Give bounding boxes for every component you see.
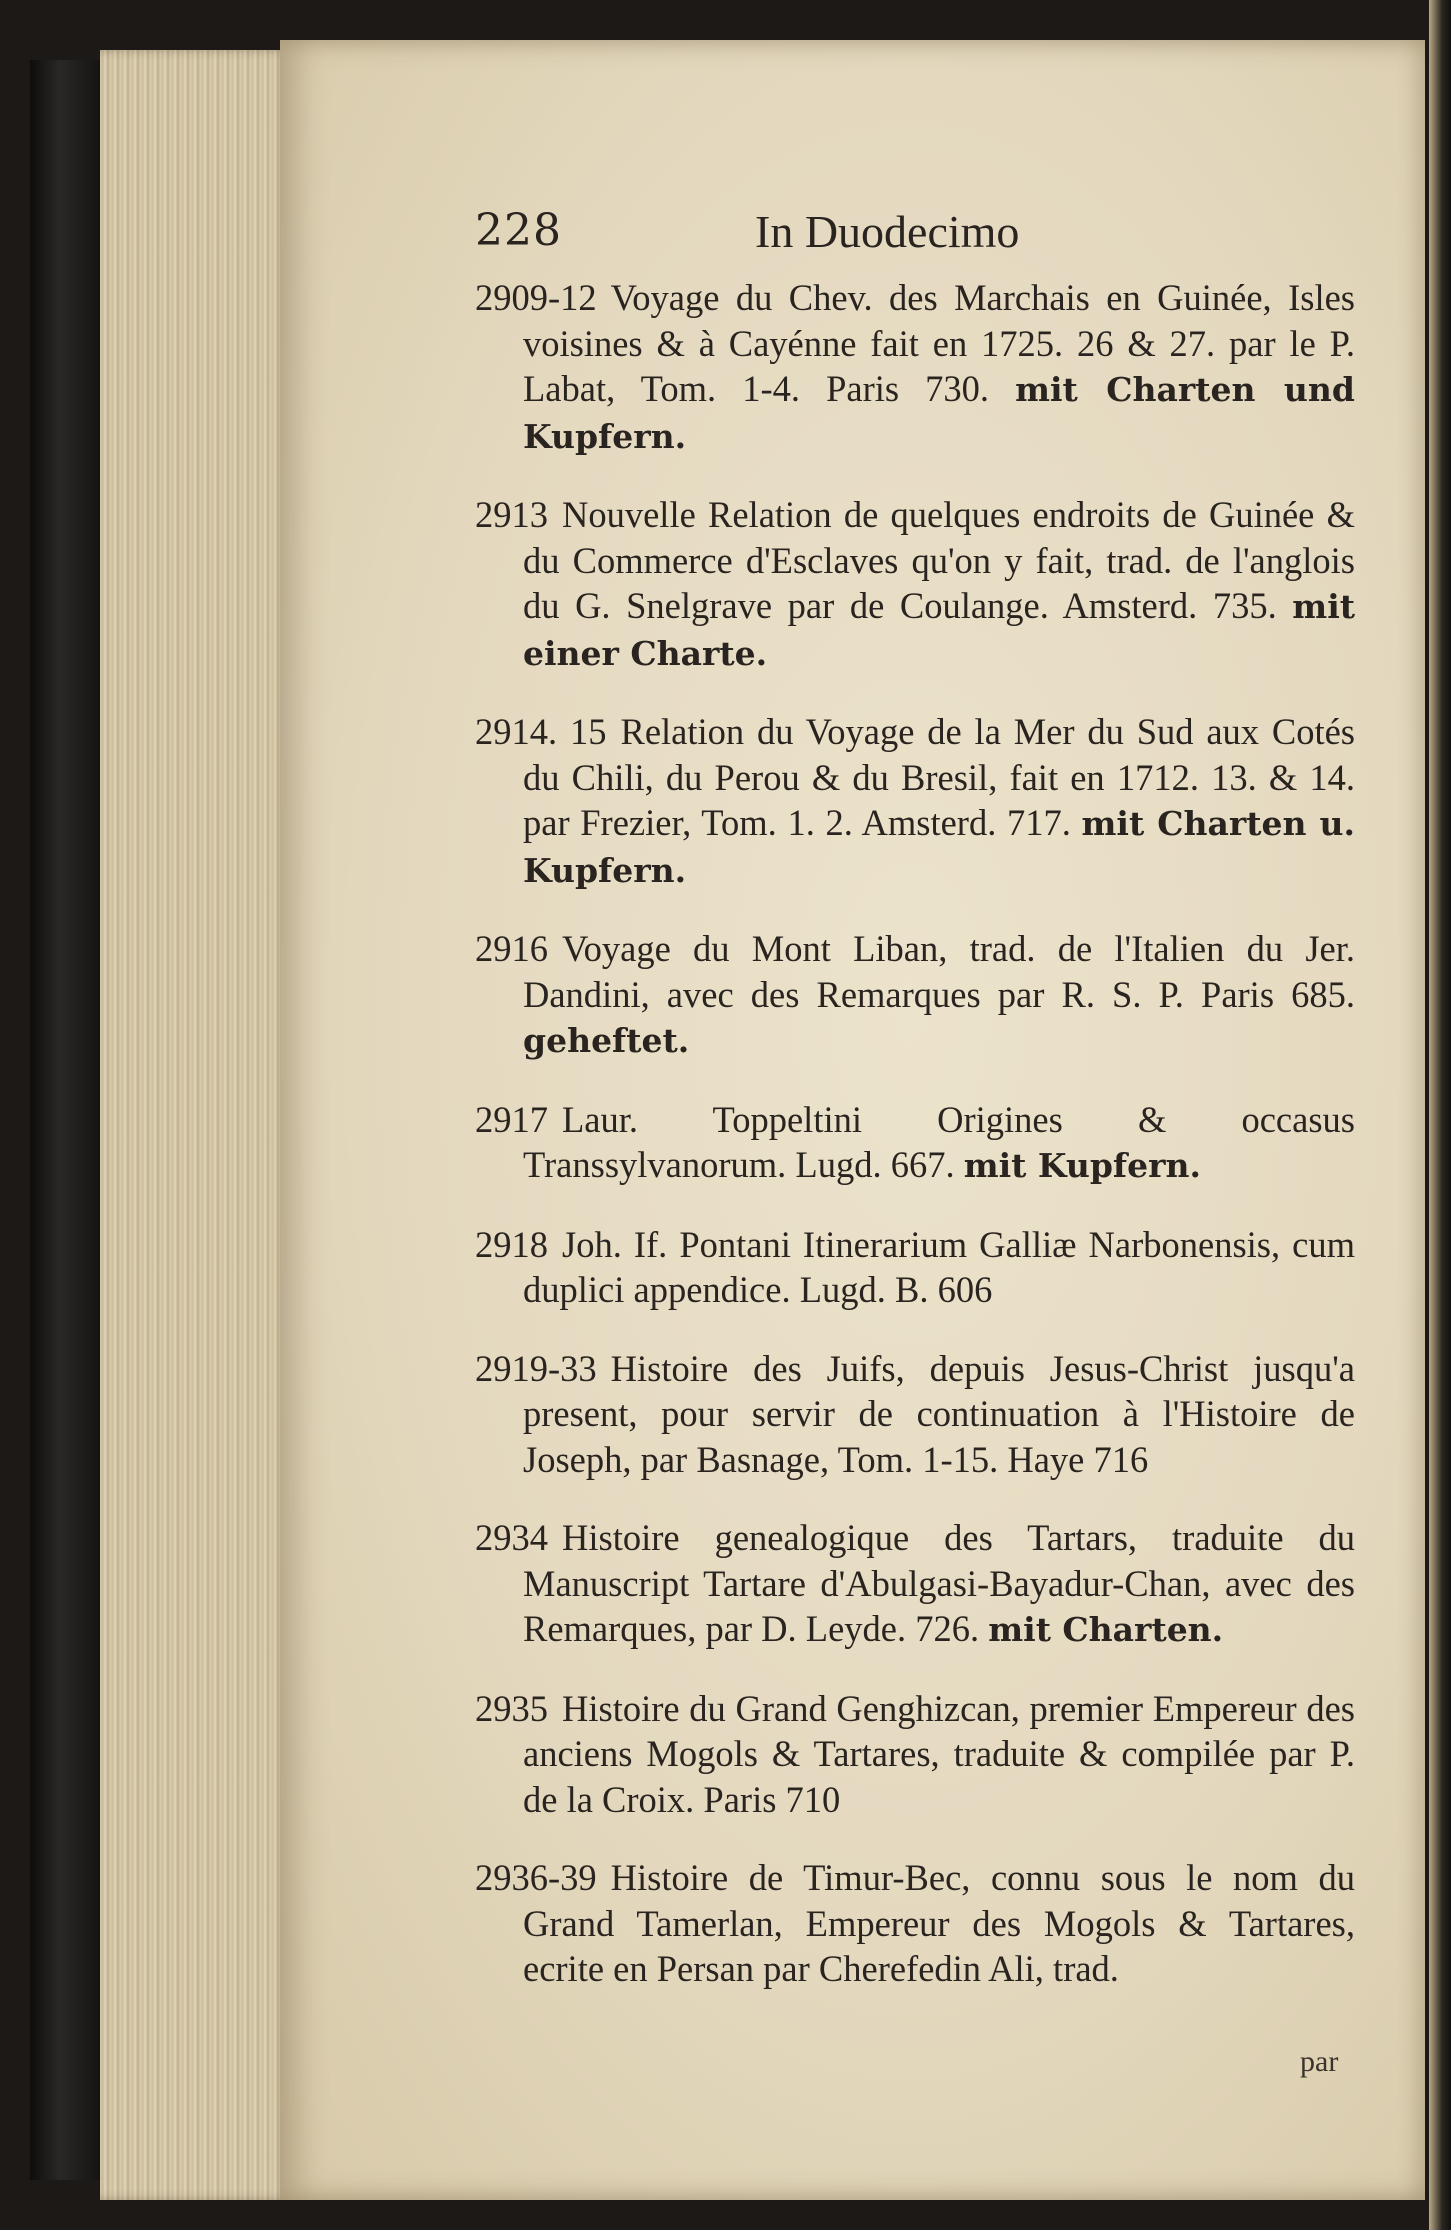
entry-note: mit einer Charte.	[523, 587, 1355, 673]
entry-number: 2914. 15	[475, 711, 607, 752]
entry-text: Joh. If. Pontani Itinerarium Galliæ Narbonensis, cum duplici appendice. Lugd. B. 606	[523, 1223, 1355, 1310]
catalog-entry	[475, 1346, 1355, 1483]
entry-number: 2936-39	[475, 1857, 597, 1898]
entry-note: mit Kupfern.	[963, 1146, 1201, 1185]
entry-number: 2919-33	[475, 1347, 597, 1389]
catalog-entry	[475, 492, 1355, 676]
entry-text: Relation du Voyage de la Mer du Sud aux Cotés du Chili, du Perou & du Bresil, fait en 1712. 13. & 14. par Frezier, Tom. 1. 2. Amsterd. 717.	[523, 711, 1356, 843]
entry-number: 2918	[475, 1223, 548, 1265]
entry-text: Histoire de Timur-Bec, connu sous le nom du Grand Tamerlan, Empereur des Mogols & Tartares, ecrite en Persan par Cherefedin Ali, trad.	[523, 1857, 1355, 1989]
entry-number: 2909-12	[475, 277, 597, 318]
entry-number: 2913	[475, 494, 548, 535]
catchword: par	[1300, 2045, 1339, 2078]
entry-note: mit Charten u. Kupfern.	[523, 804, 1355, 890]
entry-text: Voyage du Chev. des Marchais en Guinée, Isles voisines & à Cayénne fait en 1725. 26 & 27. par le P. Labat, Tom. 1-4. Paris 730.	[523, 277, 1355, 409]
entry-number: 2934	[475, 1517, 548, 1558]
catalog-entry	[475, 1686, 1355, 1823]
catalog-entry	[475, 709, 1355, 893]
entry-text: Histoire des Juifs, depuis Jesus-Christ jusqu'a present, pour servir de continuation à l'Histoire de Joseph, par Basnage, Tom. 1-15. Haye 716	[523, 1347, 1355, 1480]
entry-text: Histoire du Grand Genghizcan, premier Empereur des anciens Mogols & Tartares, traduite & compilée par P. de la Croix. Paris 710	[523, 1687, 1355, 1820]
catalog-entry	[475, 926, 1355, 1064]
catalog-entry	[475, 1855, 1355, 1992]
book-binding	[30, 60, 105, 2180]
running-title: In Duodecimo	[755, 206, 1020, 257]
entry-note: mit Charten.	[988, 1610, 1224, 1649]
catalog-entry	[475, 1222, 1355, 1313]
catalog-entry	[475, 1097, 1355, 1189]
page-edges	[100, 50, 290, 2200]
entry-text: Laur. Toppeltini Origines & occasus Transsylvanorum. Lugd. 667.	[523, 1098, 1355, 1185]
page-content	[475, 195, 1355, 2025]
catalog-entry	[475, 1515, 1355, 1653]
entry-number: 2935	[475, 1687, 548, 1729]
page-number: 228	[475, 205, 562, 256]
entry-number: 2916	[475, 928, 548, 969]
entry-note: mit Charten und Kupfern.	[523, 370, 1355, 456]
entry-number: 2917	[475, 1098, 548, 1140]
catalog-entry	[475, 275, 1355, 459]
entry-text: Voyage du Mont Liban, trad. de l'Italien du Jer. Dandini, avec des Remarques par R. S. P. Paris 685.	[523, 928, 1355, 1015]
next-page-edge	[1429, 0, 1451, 2230]
entry-text: Histoire genealogique des Tartars, traduite du Manuscript Tartare d'Abulgasi-Bayadur-Chan, avec des Remarques, par D. Leyde. 726.	[523, 1517, 1355, 1649]
entry-note: geheftet.	[523, 1021, 690, 1060]
page-header	[475, 195, 1355, 275]
entry-text: Nouvelle Relation de quelques endroits de Guinée & du Commerce d'Esclaves qu'on y fait, trad. de l'anglois du G. Snelgrave par de Coulange. Amsterd. 735.	[523, 494, 1355, 626]
